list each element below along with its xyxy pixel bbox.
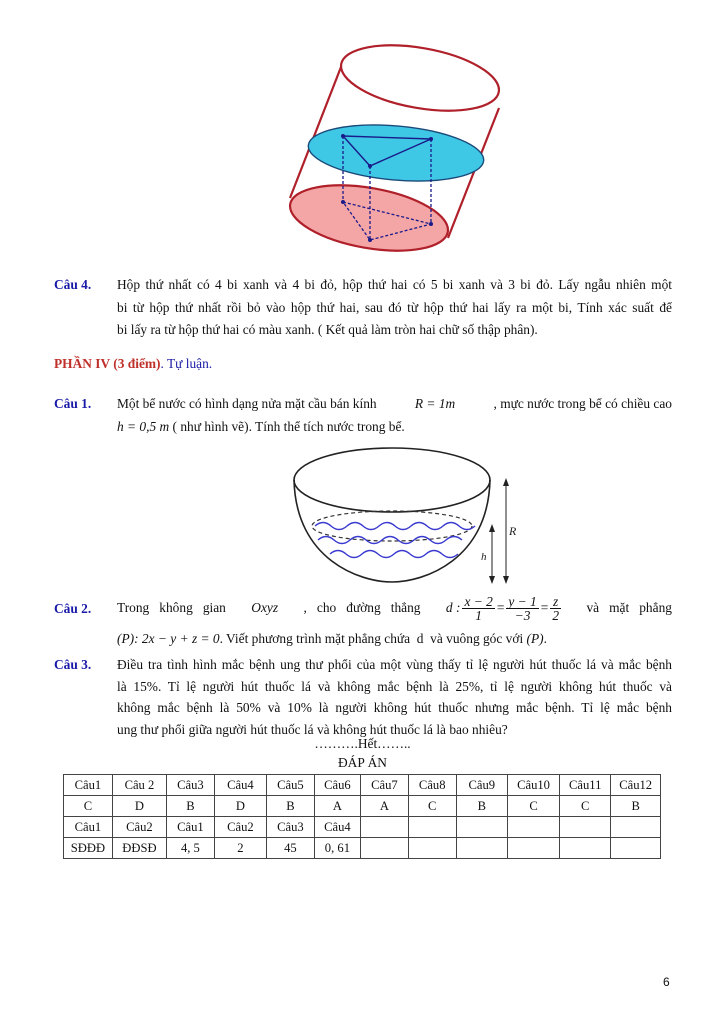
p2-frac-1-num: x − 2 — [464, 593, 493, 609]
p2-frac-3-den: 2 — [552, 607, 560, 623]
p1-line-2 — [117, 416, 672, 439]
q4-line-1: Hộp thứ nhất có 4 bi xanh và 4 bi đỏ, hộp thứ hai có 5 bi xanh và 3 bi đỏ. Lấy ngẫu nhiên một — [117, 277, 672, 292]
table-cell: Câu11 — [560, 775, 611, 796]
table-cell: B — [266, 796, 314, 817]
table-cell: Câu1 — [166, 817, 214, 838]
table-cell — [456, 817, 507, 838]
p2-line-1a: Trong không gian — [117, 600, 226, 615]
table-cell: 2 — [214, 838, 266, 859]
table-cell: B — [456, 796, 507, 817]
q4-line-2: bi từ hộp thứ nhất rồi bỏ vào hộp thứ hai, sau đó từ hộp thứ hai lấy ra một bi, Tính xác suất để — [117, 299, 672, 315]
table-cell: Câu2 — [214, 817, 266, 838]
p3-text — [117, 654, 672, 740]
p3-line-2: là 15%. Tỉ lệ người hút thuốc lá và không mắc bệnh là 25%, tỉ lệ người không hút thuốc và — [117, 678, 672, 694]
table-cell — [611, 838, 661, 859]
water-wave-3 — [330, 551, 458, 558]
p2-frac-2-num: y − 1 — [508, 593, 537, 609]
p2-eq-2: = — [540, 600, 549, 615]
table-cell — [360, 838, 408, 859]
page-number: 6 — [663, 975, 670, 989]
table-cell: Câu4 — [214, 775, 266, 796]
table-cell: A — [360, 796, 408, 817]
p2-frac-2 — [506, 595, 538, 622]
p2-space: Oxyz — [251, 600, 279, 615]
q4-text — [117, 274, 672, 342]
part-iv-subtitle: . Tự luận. — [160, 356, 213, 371]
table-cell: Câu 2 — [112, 775, 166, 796]
table-cell: B — [166, 796, 214, 817]
p2-eq-1: = — [496, 600, 505, 615]
p3-line-1: Điều tra tình hình mắc bệnh ung thư phổi của một vùng thấy tỉ lệ người hút thuốc lá và mắc bệnh — [117, 657, 672, 672]
table-cell: ĐĐSĐ — [112, 838, 166, 859]
table-cell: SĐĐĐ — [64, 838, 113, 859]
p1-radius: R = 1m — [414, 396, 456, 411]
fig-label-R: R — [509, 524, 517, 538]
p2-end: . — [543, 631, 547, 646]
table-cell: Câu3 — [266, 817, 314, 838]
table-cell: C — [408, 796, 456, 817]
bottom-face-ellipse — [285, 175, 453, 262]
table-cell: Câu1 — [64, 817, 113, 838]
table-cell: Câu4 — [314, 817, 360, 838]
p1-line-2b: ( như hình vẽ). Tính thể tích nước trong bể. — [169, 418, 405, 434]
p1-label: Câu 1. — [54, 396, 92, 411]
fig-label-h: h — [481, 551, 487, 563]
p1-height: h = 0,5 m — [117, 418, 170, 434]
p2-frac-1 — [462, 595, 494, 622]
p2-frac-2-den: −3 — [514, 607, 531, 623]
q4-label: Câu 4. — [54, 277, 92, 292]
table-cell: C — [560, 796, 611, 817]
p1-line-1 — [117, 393, 672, 416]
table-cell — [456, 838, 507, 859]
table-cell: Câu9 — [456, 775, 507, 796]
p2-label: Câu 2. — [54, 601, 92, 616]
table-cell: D — [214, 796, 266, 817]
p2-line-1b: , cho đường thẳng — [303, 600, 421, 615]
table-cell: A — [314, 796, 360, 817]
table-cell: Câu10 — [507, 775, 559, 796]
p2-line-2-text: . Viết phương trình mặt phẳng chứa d và vuông góc với — [219, 631, 524, 646]
table-cell — [408, 838, 456, 859]
p2-plane-2: (P) — [526, 631, 544, 646]
p2-plane: (P): 2x − y + z = 0 — [117, 631, 220, 646]
table-cell: Câu12 — [611, 775, 661, 796]
p1-line-1b: , mực nước trong bể có chiều cao — [493, 396, 672, 411]
water-wave-1 — [315, 523, 475, 530]
top-face-ellipse — [306, 118, 486, 187]
table-row — [64, 817, 661, 838]
p1-text — [117, 393, 672, 438]
bowl-body — [294, 480, 490, 582]
table-row — [64, 775, 661, 796]
table-cell: Câu8 — [408, 775, 456, 796]
answer-table — [63, 774, 661, 859]
p2-line-1 — [117, 590, 672, 626]
cylinder-prism-figure — [280, 36, 520, 274]
q4-line-3: bi lấy ra từ hộp thứ hai có màu xanh. ( Kết quả làm tròn hai chữ số thập phân). — [117, 322, 538, 337]
table-cell — [560, 817, 611, 838]
part-iv-heading — [54, 356, 212, 372]
table-cell — [611, 817, 661, 838]
table-cell — [360, 817, 408, 838]
p2-frac-3 — [550, 595, 561, 622]
p2-d: d : — [445, 600, 461, 615]
table-row — [64, 838, 661, 859]
p1-line-1a: Một bể nước có hình dạng nửa mặt cầu bán kính — [117, 396, 377, 411]
table-cell: 45 — [266, 838, 314, 859]
table-cell: Câu1 — [64, 775, 113, 796]
table-cell — [507, 838, 559, 859]
cylinder-top-ellipse — [336, 36, 504, 121]
table-cell: C — [507, 796, 559, 817]
table-row — [64, 796, 661, 817]
part-iv-title: PHẦN IV (3 điểm) — [54, 356, 161, 371]
table-cell: B — [611, 796, 661, 817]
table-cell — [560, 838, 611, 859]
table-cell: D — [112, 796, 166, 817]
p2-line-1c: và mặt phẳng — [586, 600, 672, 615]
table-cell: Câu2 — [112, 817, 166, 838]
table-cell: Câu7 — [360, 775, 408, 796]
p2-frac-3-num: z — [550, 595, 561, 609]
p3-label: Câu 3. — [54, 657, 92, 672]
table-cell: 4, 5 — [166, 838, 214, 859]
p2-line-equation — [446, 595, 561, 622]
table-cell — [408, 817, 456, 838]
p2-frac-1-den: 1 — [475, 607, 482, 623]
p3-line-4: ung thư phổi giữa người hút thuốc lá và không hút thuốc lá là bao nhiêu? — [117, 721, 508, 737]
hemisphere-bowl-figure — [290, 442, 530, 587]
answers-title: ĐÁP ÁN — [338, 755, 387, 770]
table-cell: Câu6 — [314, 775, 360, 796]
table-cell: C — [64, 796, 113, 817]
table-cell: Câu3 — [166, 775, 214, 796]
p3-line-3: không mắc bệnh là 50% và 10% là người không hút thuốc nhưng mắc bệnh. Tỉ lệ mắc bệnh — [117, 700, 672, 715]
table-cell — [507, 817, 559, 838]
table-cell: 0, 61 — [314, 838, 360, 859]
end-marker: ……….Hết…….. — [314, 736, 411, 751]
p2-line-2 — [117, 631, 672, 647]
table-cell: Câu5 — [266, 775, 314, 796]
bowl-rim — [294, 448, 490, 512]
